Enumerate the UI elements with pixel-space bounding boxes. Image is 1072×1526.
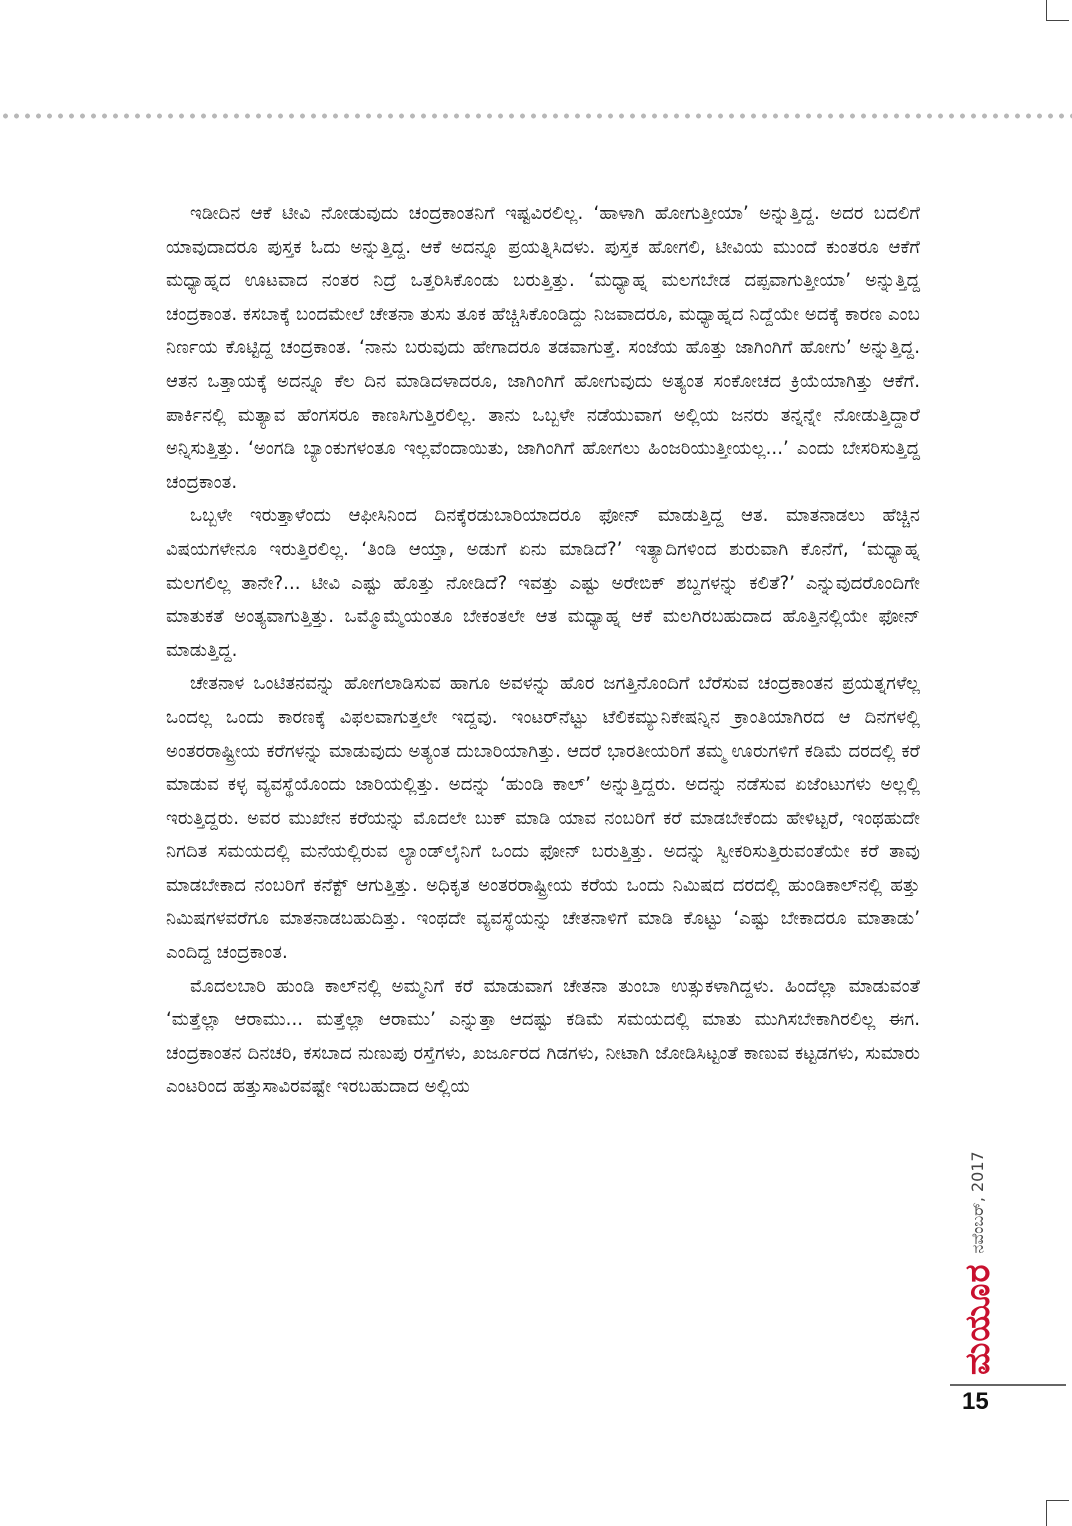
magazine-sidebar: [958, 1085, 998, 1375]
page-number: 15: [962, 1388, 989, 1415]
magazine-logo: ಮಯೂರ: [958, 1263, 998, 1375]
article-paragraph-1: ಇಡೀದಿನ ಆಕೆ ಟೀವಿ ನೋಡುವುದು ಚಂದ್ರಕಾಂತನಿಗೆ ಇಷ್ಟವಿರಲಿಲ್ಲ. ‘ಹಾಳಾಗಿ ಹೋಗುತ್ತೀಯಾ’ ಅನ್ನುತ್ತಿದ್ದ. ಅದರ ಬದಲಿಗೆ ಯಾವುದಾದರೂ ಪುಸ್ತಕ ಓದು ಅನ್ನುತ್ತಿದ್ದ. ಆಕೆ ಅದನ್ನೂ ಪ್ರಯತ್ನಿಸಿದಳು. ಪುಸ್ತಕ ಹೋಗಲಿ, ಟೀವಿಯ ಮುಂದೆ ಕುಂತರೂ ಆಕೆಗೆ ಮಧ್ಯಾಹ್ನದ ಊಟವಾದ ನಂತರ ನಿದ್ರೆ ಒತ್ತರಿಸಿಕೊಂಡು ಬರುತ್ತಿತ್ತು. ‘ಮಧ್ಯಾಹ್ನ ಮಲಗಬೇಡ ದಪ್ಪವಾಗುತ್ತೀಯಾ’ ಅನ್ನುತ್ತಿದ್ದ ಚಂದ್ರಕಾಂತ. ಕಸಬಾಕ್ಕೆ ಬಂದಮೇಲೆ ಚೇತನಾ ತುಸು ತೂಕ ಹೆಚ್ಚಿಸಿಕೊಂಡಿದ್ದು ನಿಜವಾದರೂ, ಮಧ್ಯಾಹ್ನದ ನಿದ್ದೆಯೇ ಅದಕ್ಕೆ ಕಾರಣ ಎಂಬ ನಿರ್ಣಯ ಕೊಟ್ಟಿದ್ದ ಚಂದ್ರಕಾಂತ. ‘ನಾನು ಬರುವುದು ಹೇಗಾದರೂ ತಡವಾಗುತ್ತೆ. ಸಂಜೆಯ ಹೊತ್ತು ಜಾಗಿಂಗಿಗೆ ಹೋಗು’ ಅನ್ನುತ್ತಿದ್ದ. ಆತನ ಒತ್ತಾಯಕ್ಕೆ ಅದನ್ನೂ ಕೆಲ ದಿನ ಮಾಡಿದಳಾದರೂ, ಜಾಗಿಂಗಿಗೆ ಹೋಗುವುದು ಅತ್ಯಂತ ಸಂಕೋಚದ ಕ್ರಿಯೆಯಾಗಿತ್ತು ಆಕೆಗೆ. ಪಾರ್ಕಿನಲ್ಲಿ ಮತ್ಯಾವ ಹೆಂಗಸರೂ ಕಾಣಸಿಗುತ್ತಿರಲಿಲ್ಲ. ತಾನು ಒಬ್ಬಳೇ ನಡೆಯುವಾಗ ಅಲ್ಲಿಯ ಜನರು ತನ್ನನ್ನೇ ನೋಡುತ್ತಿದ್ದಾರೆ ಅನ್ನಿಸುತ್ತಿತ್ತು. ‘ಅಂಗಡಿ ಬ್ಯಾಂಕುಗಳಂತೂ ಇಲ್ಲವೆಂದಾಯಿತು, ಜಾಗಿಂಗಿಗೆ ಹೋಗಲು ಹಿಂಜರಿಯುತ್ತೀಯಲ್ಲ...’ ಎಂದು ಬೇಸರಿಸುತ್ತಿದ್ದ ಚಂದ್ರಕಾಂತ.: [166, 203, 920, 493]
article-paragraph-2: ಒಬ್ಬಳೇ ಇರುತ್ತಾಳೆಂದು ಆಫೀಸಿನಿಂದ ದಿನಕ್ಕೆರಡುಬಾರಿಯಾದರೂ ಫೋನ್ ಮಾಡುತ್ತಿದ್ದ ಆತ. ಮಾತನಾಡಲು ಹೆಚ್ಚಿನ ವಿಷಯಗಳೇನೂ ಇರುತ್ತಿರಲಿಲ್ಲ. ‘ತಿಂಡಿ ಆಯ್ತಾ, ಅಡುಗೆ ಏನು ಮಾಡಿದೆ?’ ಇತ್ಯಾದಿಗಳಿಂದ ಶುರುವಾಗಿ ಕೊನೆಗೆ, ‘ಮಧ್ಯಾಹ್ನ ಮಲಗಲಿಲ್ಲ ತಾನೇ?... ಟೀವಿ ಎಷ್ಟು ಹೊತ್ತು ನೋಡಿದೆ? ಇವತ್ತು ಎಷ್ಟು ಅರೇಬಿಕ್ ಶಬ್ದಗಳನ್ನು ಕಲಿತೆ?’ ಎನ್ನುವುದರೊಂದಿಗೇ ಮಾತುಕತೆ ಅಂತ್ಯವಾಗುತ್ತಿತ್ತು. ಒಮ್ಮೊಮ್ಮೆಯಂತೂ ಬೇಕಂತಲೇ ಆತ ಮಧ್ಯಾಹ್ನ ಆಕೆ ಮಲಗಿರಬಹುದಾದ ಹೊತ್ತಿನಲ್ಲಿಯೇ ಫೋನ್ ಮಾಡುತ್ತಿದ್ದ.: [166, 505, 920, 661]
crop-mark-bottom-right: [1046, 1500, 1069, 1526]
page-number-rule: [950, 1384, 1066, 1386]
article-paragraph-3: ಚೇತನಾಳ ಒಂಟಿತನವನ್ನು ಹೋಗಲಾಡಿಸುವ ಹಾಗೂ ಅವಳನ್ನು ಹೊರ ಜಗತ್ತಿನೊಂದಿಗೆ ಬೆರೆಸುವ ಚಂದ್ರಕಾಂತನ ಪ್ರಯತ್ನಗಳೆಲ್ಲ ಒಂದಲ್ಲ ಒಂದು ಕಾರಣಕ್ಕೆ ವಿಫಲವಾಗುತ್ತಲೇ ಇದ್ದವು. ಇಂಟರ್‌ನೆಟ್ಟು ಟೆಲಿಕಮ್ಯುನಿಕೇಷನ್ನಿನ ಕ್ರಾಂತಿಯಾಗಿರದ ಆ ದಿನಗಳಲ್ಲಿ ಅಂತರರಾಷ್ಟ್ರೀಯ ಕರೆಗಳನ್ನು ಮಾಡುವುದು ಅತ್ಯಂತ ದುಬಾರಿಯಾಗಿತ್ತು. ಆದರೆ ಭಾರತೀಯರಿಗೆ ತಮ್ಮ ಊರುಗಳಿಗೆ ಕಡಿಮೆ ದರದಲ್ಲಿ ಕರೆ ಮಾಡುವ ಕಳ್ಳ ವ್ಯವಸ್ಥೆಯೊಂದು ಜಾರಿಯಲ್ಲಿತ್ತು. ಅದನ್ನು ‘ಹುಂಡಿ ಕಾಲ್’ ಅನ್ನುತ್ತಿದ್ದರು. ಅದನ್ನು ನಡೆಸುವ ಏಜೆಂಟುಗಳು ಅಲ್ಲಲ್ಲಿ ಇರುತ್ತಿದ್ದರು. ಅವರ ಮುಖೇನ ಕರೆಯನ್ನು ಮೊದಲೇ ಬುಕ್ ಮಾಡಿ ಯಾವ ನಂಬರಿಗೆ ಕರೆ ಮಾಡಬೇಕೆಂದು ಹೇಳಿಟ್ಟರೆ, ಇಂಥಹುದೇ ನಿಗದಿತ ಸಮಯದಲ್ಲಿ ಮನೆಯಲ್ಲಿರುವ ಲ್ಯಾಂಡ್‌ಲೈನಿಗೆ ಒಂದು ಫೋನ್ ಬರುತ್ತಿತ್ತು. ಅದನ್ನು ಸ್ವೀಕರಿಸುತ್ತಿರುವಂತೆಯೇ ಕರೆ ತಾವು ಮಾಡಬೇಕಾದ ನಂಬರಿಗೆ ಕನೆಕ್ಟ್ ಆಗುತ್ತಿತ್ತು. ಅಧಿಕೃತ ಅಂತರರಾಷ್ಟ್ರೀಯ ಕರೆಯ ಒಂದು ನಿಮಿಷದ ದರದಲ್ಲಿ ಹುಂಡಿಕಾಲ್‌ನಲ್ಲಿ ಹತ್ತು ನಿಮಿಷಗಳವರೆಗೂ ಮಾತನಾಡಬಹುದಿತ್ತು. ಇಂಥದೇ ವ್ಯವಸ್ಥೆಯನ್ನು ಚೇತನಾಳಿಗೆ ಮಾಡಿ ಕೊಟ್ಟು ‘ಎಷ್ಟು ಬೇಕಾದರೂ ಮಾತಾಡು’ ಎಂದಿದ್ದ ಚಂದ್ರಕಾಂತ.: [166, 673, 920, 964]
article-paragraph-4: ಮೊದಲಬಾರಿ ಹುಂಡಿ ಕಾಲ್‌ನಲ್ಲಿ ಅಮ್ಮನಿಗೆ ಕರೆ ಮಾಡುವಾಗ ಚೇತನಾ ತುಂಬಾ ಉತ್ಸುಕಳಾಗಿದ್ದಳು. ಹಿಂದೆಲ್ಲಾ ಮಾಡುವಂತೆ ‘ಮತ್ತೆಲ್ಲಾ ಆರಾಮು... ಮತ್ತೆಲ್ಲಾ ಆರಾಮು’ ಎನ್ನುತ್ತಾ ಆದಷ್ಟು ಕಡಿಮೆ ಸಮಯದಲ್ಲಿ ಮಾತು ಮುಗಿಸಬೇಕಾಗಿರಲಿಲ್ಲ ಈಗ. ಚಂದ್ರಕಾಂತನ ದಿನಚರಿ, ಕಸಬಾದ ನುಣುಪು ರಸ್ತೆಗಳು, ಖರ್ಜೂರದ ಗಿಡಗಳು, ನೀಟಾಗಿ ಜೋಡಿಸಿಟ್ಟಂತೆ ಕಾಣುವ ಕಟ್ಟಡಗಳು, ಸುಮಾರು ಎಂಟರಿಂದ ಹತ್ತುಸಾವಿರವಷ್ಟೇ ಇರಬಹುದಾದ ಅಲ್ಲಿಯ: [166, 975, 920, 1098]
dotted-separator: [0, 112, 1072, 120]
issue-date: ನವೆಂಬರ್, 2017: [968, 1151, 987, 1254]
crop-mark-top-right: [1046, 0, 1069, 21]
article-body: [166, 197, 920, 1104]
